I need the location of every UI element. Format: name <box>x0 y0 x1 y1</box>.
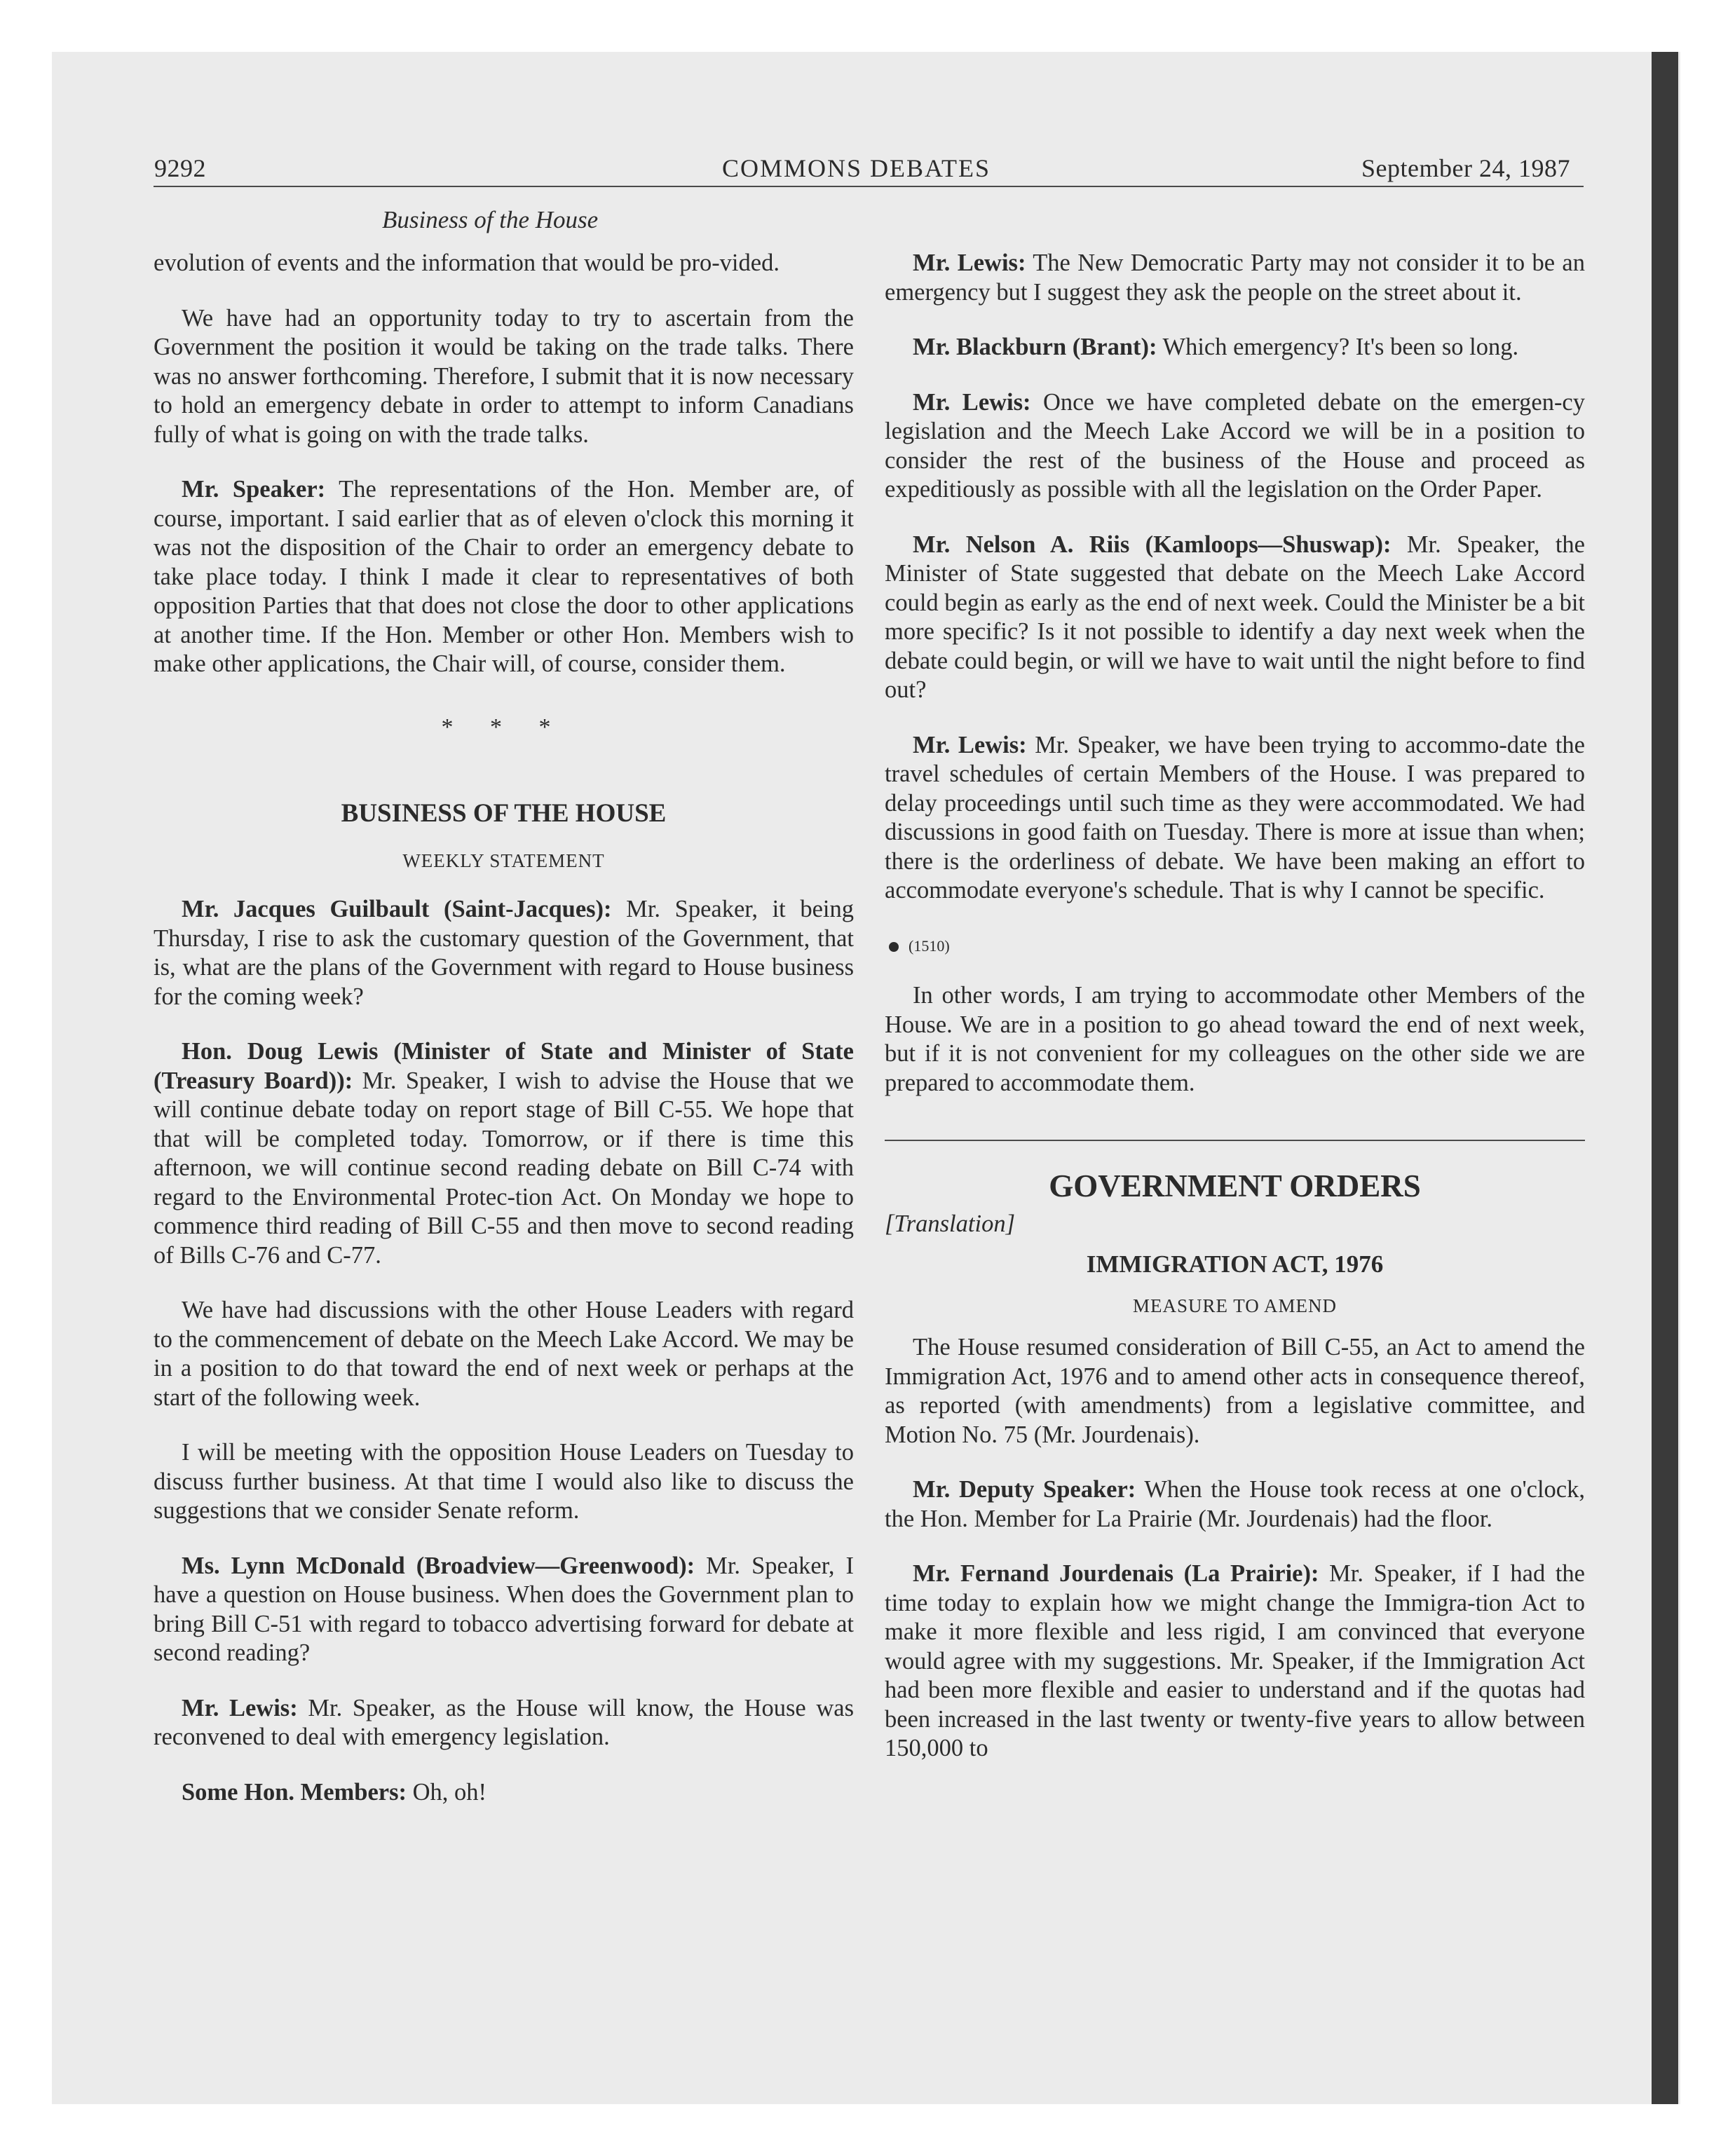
section-label: Business of the House <box>382 206 599 233</box>
speech <box>154 895 854 1011</box>
speech-text: Mr. Speaker, I wish to advise the House that we will continue debate today on report stage of Bill C-55. We hope that that will be completed today. Tomorrow, or if there is time this afternoon, we will continue second reading debate on Bill C-74 with regard to the Environmental Protec-tion Act. On Monday we hope to commence third reading of Bill C-55 and then move to second reading of Bills C-76 and C-77. <box>154 1067 854 1269</box>
speaker-name: Mr. Fernand Jourdenais (La Prairie): <box>913 1560 1319 1587</box>
act-subtitle: MEASURE TO AMEND <box>1132 1295 1338 1316</box>
paragraph: I will be meeting with the opposition House Leaders on Tuesday to discuss further business. At that time I would also like to discuss the suggestions that we consider Senate reform. <box>154 1439 854 1524</box>
time-marker <box>885 932 1585 961</box>
section-heading: BUSINESS OF THE HOUSE <box>341 799 667 828</box>
speech <box>154 1552 854 1668</box>
speaker-name: Hon. Doug Lewis (Minister of State and Minister of State (Treasury Board)): <box>154 1038 854 1094</box>
section-rule <box>885 1140 1585 1141</box>
speech-text: Once we have completed debate on the emergen-cy legislation and the Meech Lake Accord we will be in a position to consider the rest of the business of the House and proceed as expeditiously as possible with all the legislation on the Order Paper. <box>885 388 1585 503</box>
section-heading: GOVERNMENT ORDERS <box>1049 1168 1421 1203</box>
speech-text: Mr. Speaker, it being Thursday, I rise to ask the customary question of the Government, that is, what are the plans of the Government with regard to House business for the coming week? <box>154 896 855 1010</box>
running-title: COMMONS DEBATES <box>722 154 991 182</box>
speech-text: Mr. Speaker, I have a question on House business. When does the Government plan to bring Bill C-51 with regard to tobacco advertising forward for debate at second reading? <box>154 1552 854 1666</box>
section-subheading: WEEKLY STATEMENT <box>402 850 605 871</box>
left-column <box>154 249 854 1833</box>
speech <box>885 333 1585 362</box>
speech <box>885 1560 1585 1763</box>
speech-text: Mr. Speaker, as the House will know, the House was reconvened to deal with emergency legislation. <box>154 1694 854 1750</box>
paragraph: evolution of events and the information that would be pro-vided. <box>154 250 780 276</box>
speaker-name: Mr. Lewis: <box>913 731 1027 758</box>
speech-text: The representations of the Hon. Member are, of course, important. I said earlier that as of eleven o'clock this morning it was not the disposition of the Chair to order an emergency debate to take place today. I think I made it clear to representatives of both opposition Parties that that does not close the door to other applications at another time. If the Hon. Member or other Hon. Members wish to make other applications, the Chair will, of course, consider them. <box>154 476 854 677</box>
paragraph: We have had an opportunity today to try to ascertain from the Government the position it would be taking on the trade talks. There was no answer forthcoming. Therefore, I submit that it is now necessary to hold an emergency debate in order to attempt to inform Canadians fully of what is going on with the trade talks. <box>154 304 854 448</box>
page-date: September 24, 1987 <box>1361 154 1570 182</box>
paragraph: The House resumed consideration of Bill C-55, an Act to amend the Immigration Act, 1976 and to amend other acts in consequence thereof, as reported (with amendments) from a legislative committee, and Motion No. 75 (Mr. Jourdenais). <box>885 1334 1585 1448</box>
speech <box>885 249 1585 307</box>
paragraph: In other words, I am trying to accommodate other Members of the House. We are in a position to go ahead toward the end of next week, but if it is not convenient for my colleagues on the other side we are prepared to accommodate them. <box>885 982 1585 1096</box>
speech <box>885 388 1585 505</box>
page-number: 9292 <box>154 154 206 182</box>
speaker-name: Mr. Jacques Guilbault (Saint-Jacques): <box>182 896 612 922</box>
speech <box>885 731 1585 906</box>
speech <box>885 1475 1585 1534</box>
speaker-name: Some Hon. Members: <box>182 1778 407 1806</box>
translation-note: [Translation] <box>885 1210 1015 1237</box>
speech <box>154 1037 854 1270</box>
speech-text: Mr. Speaker, if I had the time today to explain how we might change the Immigra-tion Act to make it more flexible and less rigid, I am convinced that everyone would agree with my suggestions. Mr. Speaker, if the Immigration Act had been more flexible and easier to understand and if the quotas had been increased in the last twenty or twenty-five years to allow between 150,000 to <box>885 1560 1585 1761</box>
speech-text: Mr. Speaker, we have been trying to accommo-date the travel schedules of certain Members of the House. I was prepared to delay proceedings until such time as they were accommodated. We had discussions in good faith on Tuesday. There is more at issue than when; there is the orderliness of debate. We have been making an effort to accommodate everyone's schedule. That is why I cannot be specific. <box>885 731 1585 903</box>
speaker-name: Mr. Speaker: <box>182 476 326 503</box>
speech-text: The New Democratic Party may not consider it to be an emergency but I suggest they ask the people on the street about it. <box>885 250 1585 306</box>
header-rule <box>154 186 1584 187</box>
time-marker-label: (1510) <box>909 936 950 955</box>
speech <box>154 1778 854 1808</box>
speaker-name: Mr. Deputy Speaker: <box>913 1476 1136 1503</box>
speaker-name: Ms. Lynn McDonald (Broadview—Greenwood): <box>182 1552 695 1579</box>
page-edge-shadow <box>1652 52 1678 2104</box>
speaker-name: Mr. Blackburn (Brant): <box>913 334 1157 360</box>
speaker-name: Mr. Lewis: <box>913 388 1031 416</box>
bullet-icon <box>889 942 899 952</box>
speech <box>154 475 854 679</box>
speech <box>885 531 1585 705</box>
section-separator: * * * <box>441 714 566 740</box>
act-title: IMMIGRATION ACT, 1976 <box>1086 1250 1384 1278</box>
paragraph: We have had discussions with the other House Leaders with regard to the commencement of debate on the Meech Lake Accord. We may be in a position to do that toward the end of next week or perhaps at the start of the following week. <box>154 1297 854 1411</box>
speaker-name: Mr. Lewis: <box>182 1694 298 1721</box>
speech-text: Oh, oh! <box>406 1778 487 1806</box>
right-column <box>885 249 1585 1789</box>
speaker-name: Mr. Lewis: <box>913 250 1026 276</box>
speech-text: When the House took recess at one o'clock, the Hon. Member for La Prairie (Mr. Jourdenais) had the floor. <box>885 1476 1585 1532</box>
speech <box>154 1694 854 1752</box>
speech-text: Mr. Speaker, the Minister of State suggested that debate on the Meech Lake Accord could begin as early as the end of next week. Could the Minister be a bit more specific? Is it not possible to identify a day next week when the debate could begin, or will we have to wait until the night before to find out? <box>885 531 1585 703</box>
speaker-name: Mr. Nelson A. Riis (Kamloops—Shuswap): <box>913 531 1392 558</box>
speech-text: Which emergency? It's been so long. <box>1157 334 1519 360</box>
